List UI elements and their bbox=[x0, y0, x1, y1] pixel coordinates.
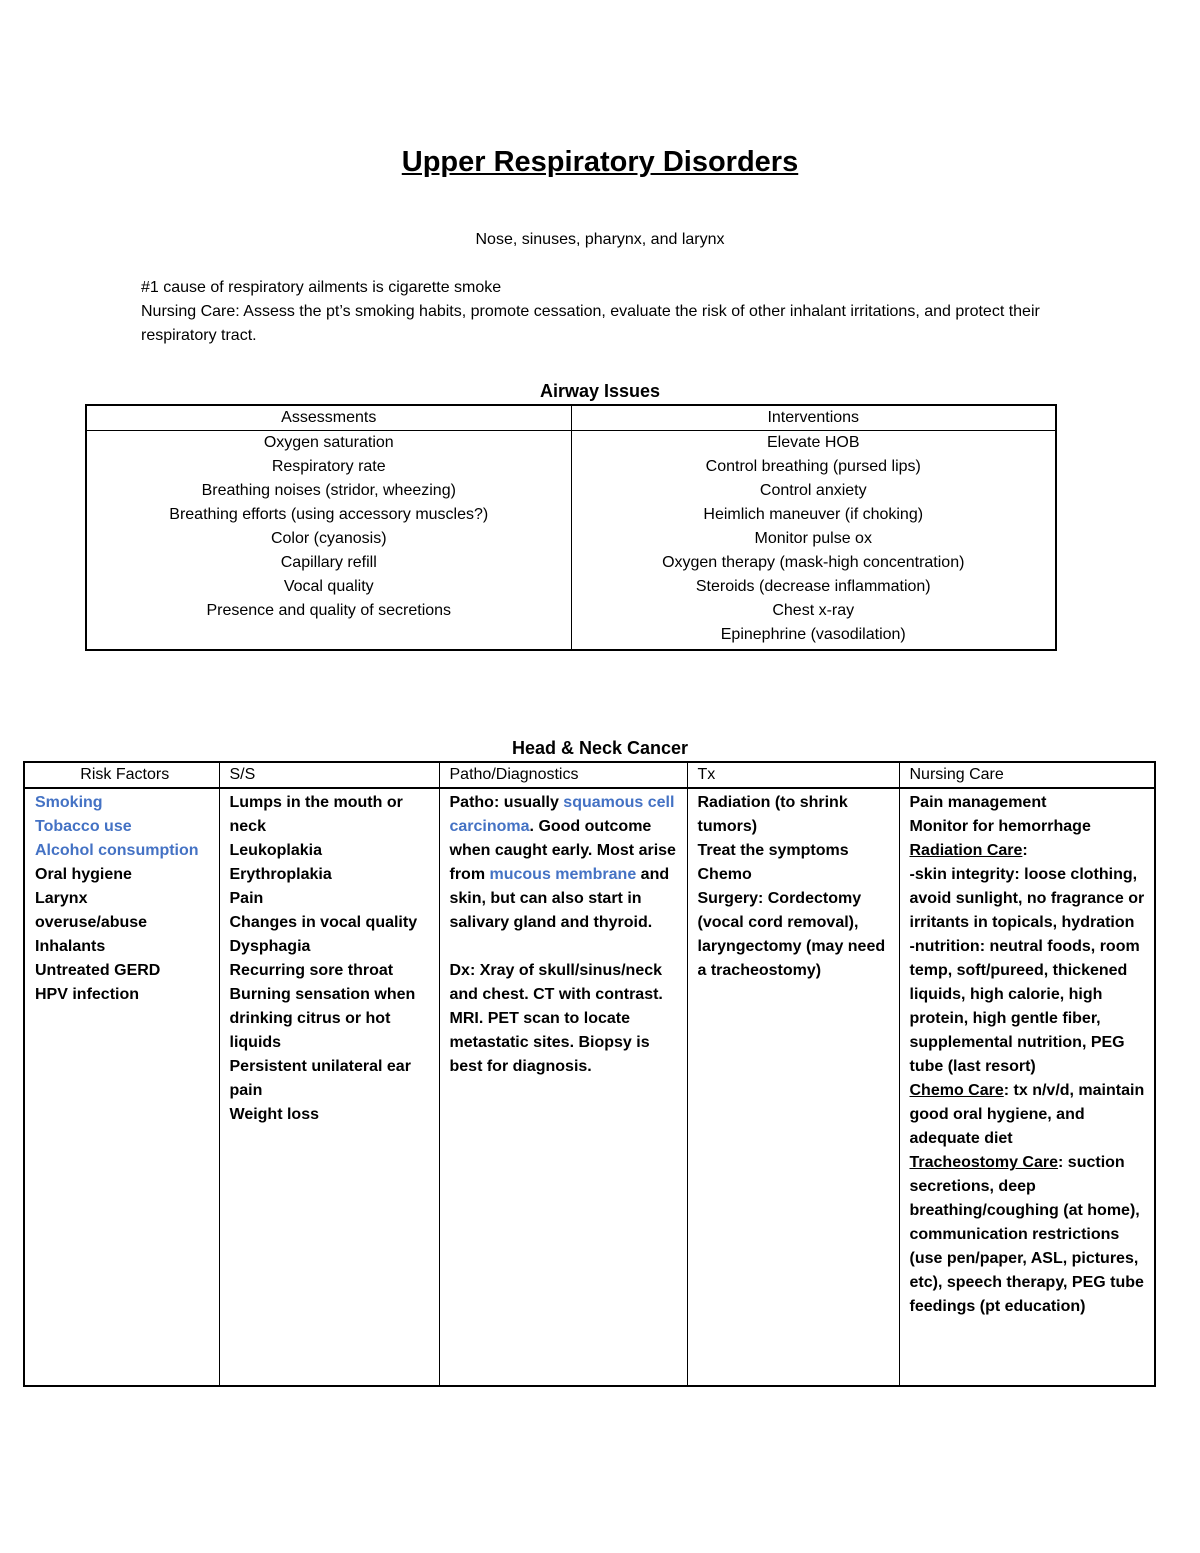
tx-item: Surgery: Cordectomy (vocal cord removal), laryngectomy (may need a tracheostomy) bbox=[697, 890, 886, 979]
patho-mid: . Good outcome when caught early. Most arise from bbox=[449, 818, 676, 883]
ss-item: Leukoplakia bbox=[229, 842, 322, 859]
assessment-item: Vocal quality bbox=[283, 578, 374, 595]
airway-assessments-cell bbox=[86, 431, 571, 651]
page-title: Upper Respiratory Disorders bbox=[401, 146, 799, 178]
nursing-care-cell bbox=[899, 788, 1155, 1386]
intervention-item: Oxygen therapy (mask-high concentration) bbox=[662, 554, 965, 571]
intervention-item: Steroids (decrease inflammation) bbox=[695, 578, 931, 595]
airway-header-interventions: Interventions bbox=[571, 405, 1056, 431]
assessment-item: Breathing efforts (using accessory muscles?) bbox=[169, 506, 489, 523]
assessment-item: Respiratory rate bbox=[271, 458, 386, 475]
ss-item: Lumps in the mouth or neck bbox=[229, 794, 403, 835]
patho-intro: Patho: usually bbox=[449, 794, 564, 811]
page-subtitle: Nose, sinuses, pharynx, and larynx bbox=[475, 231, 725, 248]
cancer-header-nursing: Nursing Care bbox=[899, 762, 1155, 788]
patho-cell bbox=[439, 788, 687, 1386]
risk-factors-cell bbox=[24, 788, 219, 1386]
tracheostomy-care-label: Tracheostomy Care bbox=[909, 1154, 1059, 1171]
assessment-item: Oxygen saturation bbox=[263, 434, 394, 451]
cancer-header-patho: Patho/Diagnostics bbox=[439, 762, 687, 788]
ss-item: Pain bbox=[229, 890, 264, 907]
patho-highlight-membrane: mucous membrane bbox=[489, 866, 637, 883]
chemo-care-item bbox=[910, 1079, 1151, 1151]
risk-factor-item: Alcohol consumption bbox=[35, 842, 199, 859]
radiation-care-colon: : bbox=[1022, 842, 1028, 859]
patho-highlight-carcinoma: squamous cell carcinoma bbox=[449, 794, 675, 835]
intervention-item: Heimlich maneuver (if choking) bbox=[703, 506, 924, 523]
assessment-item: Color (cyanosis) bbox=[270, 530, 387, 547]
chemo-care-text: : tx n/v/d, maintain good oral hygiene, and adequate diet bbox=[909, 1082, 1145, 1147]
intervention-item: Epinephrine (vasodilation) bbox=[720, 626, 906, 643]
ss-item: Recurring sore throat bbox=[229, 962, 394, 979]
airway-interventions-cell bbox=[571, 431, 1056, 651]
intro-nursing-care: Nursing Care: Assess the pt’s smoking habits, promote cessation, evaluate the risk of other inhalant irritations, and protect their respiratory tract. bbox=[141, 303, 1040, 344]
intervention-item: Elevate HOB bbox=[767, 434, 860, 451]
assessment-item: Breathing noises (stridor, wheezing) bbox=[201, 482, 456, 499]
ss-item: Weight loss bbox=[229, 1106, 319, 1123]
cancer-section-title: Head & Neck Cancer bbox=[511, 738, 689, 758]
ss-item: Dysphagia bbox=[229, 938, 311, 955]
tracheostomy-care-text: : suction secretions, deep breathing/coughing (at home), communication restrictions (use pen/paper, ASL, pictures, etc), speech therapy, PEG tube feedings (pt education) bbox=[909, 1154, 1144, 1315]
nursing-item: Pain management bbox=[909, 794, 1047, 811]
intro-smoke-cause: #1 cause of respiratory ailments is cigarette smoke bbox=[141, 279, 502, 296]
airway-section-title: Airway Issues bbox=[539, 381, 661, 401]
tx-cell bbox=[687, 788, 899, 1386]
spacer bbox=[450, 935, 683, 959]
risk-factor-item: Larynx overuse/abuse bbox=[35, 890, 148, 931]
risk-factor-item: Untreated GERD bbox=[35, 962, 161, 979]
risk-factor-item: Inhalants bbox=[35, 938, 106, 955]
cancer-header-ss: S/S bbox=[219, 762, 439, 788]
radiation-care-label: Radiation Care bbox=[909, 842, 1023, 859]
patho-text bbox=[450, 791, 683, 935]
airway-table bbox=[85, 404, 1057, 651]
risk-factor-item: Oral hygiene bbox=[35, 866, 132, 883]
ss-cell bbox=[219, 788, 439, 1386]
tx-item: Treat the symptoms bbox=[697, 842, 849, 859]
intervention-item: Control breathing (pursed lips) bbox=[705, 458, 921, 475]
radiation-care-heading bbox=[910, 839, 1151, 863]
diagnostics-text: Dx: Xray of skull/sinus/neck and chest. CT with contrast. MRI. PET scan to locate metastatic sites. Biopsy is best for diagnosis. bbox=[449, 962, 663, 1075]
tx-item: Chemo bbox=[697, 866, 752, 883]
chemo-care-label: Chemo Care bbox=[909, 1082, 1004, 1099]
cancer-header-risk-factors: Risk Factors bbox=[24, 762, 219, 788]
airway-header-assessments: Assessments bbox=[86, 405, 571, 431]
assessment-item: Capillary refill bbox=[280, 554, 377, 571]
ss-item: Persistent unilateral ear pain bbox=[229, 1058, 411, 1099]
patho-end: and skin, but can also start in salivary gland and thyroid. bbox=[449, 866, 670, 931]
tracheostomy-care-item bbox=[910, 1151, 1151, 1319]
ss-item: Erythroplakia bbox=[229, 866, 332, 883]
intervention-item: Chest x-ray bbox=[772, 602, 855, 619]
radiation-nutrition-item: -nutrition: neutral foods, room temp, soft/pureed, thickened liquids, high calorie, high protein, high gentle fiber, supplemental nutrition, PEG tube (last resort) bbox=[909, 938, 1140, 1075]
cancer-header-tx: Tx bbox=[687, 762, 899, 788]
cancer-table bbox=[23, 761, 1156, 1387]
ss-item: Changes in vocal quality bbox=[229, 914, 418, 931]
ss-item: Burning sensation when drinking citrus or hot liquids bbox=[229, 986, 416, 1051]
risk-factor-item: HPV infection bbox=[35, 986, 140, 1003]
radiation-skin-item: -skin integrity: loose clothing, avoid sunlight, no fragrance or irritants in topicals, hydration bbox=[909, 866, 1145, 931]
assessment-item: Presence and quality of secretions bbox=[206, 602, 452, 619]
risk-factor-item: Smoking bbox=[35, 794, 103, 811]
tx-item: Radiation (to shrink tumors) bbox=[697, 794, 848, 835]
intervention-item: Monitor pulse ox bbox=[754, 530, 872, 547]
intervention-item: Control anxiety bbox=[759, 482, 867, 499]
risk-factor-item: Tobacco use bbox=[35, 818, 132, 835]
nursing-item: Monitor for hemorrhage bbox=[909, 818, 1091, 835]
